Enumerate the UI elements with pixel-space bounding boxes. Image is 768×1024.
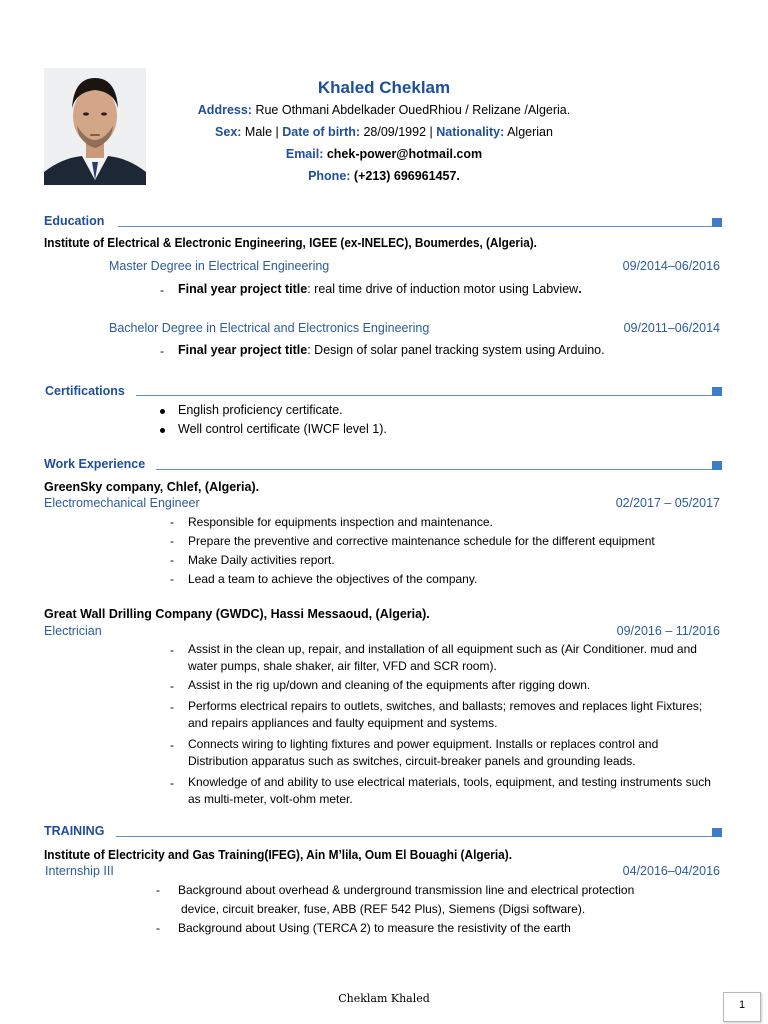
dash-icon: - [170,700,174,714]
job2-item: Connects wiring to lighting fixtures and power equipment. Installs or replaces control and Distribution apparatus such as switches, circuit-breaker panels and grounding leads. [188,737,659,768]
bachelor-project-label: Final year project title [178,343,308,357]
master-project-value: : real time drive of induction motor using Labview [307,282,579,296]
dash-icon: - [170,515,174,529]
job2-role: Electrician [44,624,102,638]
certifications-title: Certifications [45,384,125,398]
certification-item: Well control certificate (IWCF level 1). [178,422,387,436]
job1-role: Electromechanical Engineer [44,496,200,510]
sex-label: Sex: [215,125,242,139]
certifications-divider [136,395,712,396]
dash-icon: - [156,921,160,935]
dash-icon: - [170,643,174,657]
job1-dates: 02/2017 – 05/2017 [615,496,720,510]
work-square-icon [712,461,722,470]
job2-company: Great Wall Drilling Company (GWDC), Hassi Messaoud, (Algeria). [44,607,430,621]
page-number-box [723,992,761,1022]
job2-item: Assist in the clean up, repair, and installation of all equipment such as (Air Conditioner. mud and water pumps, shale shaker, air filter, VFD and SCR room). [188,642,697,673]
education-institute: Institute of Electrical & Electronic Engineering, IGEE (ex-INELEC), Boumerdes, (Algeria). [44,236,537,250]
training-square-icon [712,828,722,837]
profile-photo-image [44,68,146,185]
master-project [178,282,582,296]
job2-item: Assist in the rig up/down and cleaning of the equipments after rigging down. [188,678,591,692]
phone-value: (+213) 696961457. [350,169,460,183]
training-item-line1: Background about overhead & underground transmission line and electrical protection [178,883,635,897]
education-title: Education [44,214,105,228]
training-divider [116,836,712,837]
dash-icon: - [170,776,174,790]
address-label: Address: [197,103,252,117]
bullet-icon [160,423,165,433]
work-divider [156,469,712,470]
profile-photo [44,68,146,185]
job1-item: Make Daily activities report. [188,553,335,567]
certifications-square-icon [712,387,722,396]
dash-icon: - [170,534,174,548]
nationality-label: Nationality: [436,125,505,139]
dash-icon: - [160,344,164,358]
candidate-name: Khaled Cheklam [317,78,451,97]
job2-dates: 09/2016 – 11/2016 [616,624,720,638]
job2-item: Performs electrical repairs to outlets, switches, and ballasts; removes and replaces light Fixtures; and repairs appliances and faulty equipment and systems. [188,699,703,730]
master-project-label: Final year project title [178,282,308,296]
training-institute: Institute of Electricity and Gas Training(IFEG), Ain M’lila, Oum El Bouaghi (Algeria). [44,848,513,862]
address-value: Rue Othmani Abdelkader OuedRhiou / Relizane /Algeria. [251,103,571,117]
bachelor-degree: Bachelor Degree in Electrical and Electronics Engineering [109,321,430,335]
email-label: Email: [285,147,324,161]
bachelor-project-value: : Design of solar panel tracking system using Arduino. [307,343,605,357]
master-project-end: . [578,282,582,296]
dash-icon: - [170,738,174,752]
training-role: Internship III [45,864,114,878]
page-number: 1 [738,999,746,1011]
dash-icon: - [160,283,164,297]
nationality-value: Algerian [504,125,553,139]
bachelor-dates: 09/2011–06/2014 [623,321,720,335]
phone-label: Phone: [308,169,351,183]
master-dates: 09/2014–06/2016 [622,259,720,273]
sex-value: Male | [241,125,283,139]
bachelor-project [178,343,605,357]
address-line [146,103,622,117]
work-title: Work Experience [44,457,146,471]
training-item: Background about Using (TERCA 2) to measure the resistivity of the earth [178,921,571,935]
education-divider [118,226,712,227]
job2-item: Knowledge of and ability to use electrical materials, tools, equipment, and testing instruments such as multi-meter, volt-ohm meter. [188,775,711,806]
training-item-line2: device, circuit breaker, fuse, ABB (REF 542 Plus), Siemens (Digsi software). [181,902,586,916]
dash-icon: - [170,679,174,693]
dob-label: Date of birth: [282,125,360,139]
education-square-icon [712,218,722,227]
bullet-icon [160,404,165,414]
job1-item: Responsible for equipments inspection and maintenance. [188,515,493,529]
phone-line [146,169,622,183]
certification-item: English proficiency certificate. [178,403,343,417]
master-degree: Master Degree in Electrical Engineering [109,259,330,273]
training-title: TRAINING [44,824,105,838]
footer-name: Cheklam Khaled [338,992,430,1005]
job1-item: Lead a team to achieve the objectives of the company. [188,572,478,586]
dash-icon: - [156,883,160,897]
dob-value: 28/09/1992 | [360,125,437,139]
training-dates: 04/2016–04/2016 [622,864,720,878]
dash-icon: - [170,572,174,586]
job1-item: Prepare the preventive and corrective maintenance schedule for the different equipment [188,534,655,548]
email-value[interactable]: chek-power@hotmail.com [323,147,483,161]
job1-company: GreenSky company, Chlef, (Algeria). [44,480,260,494]
email-line [146,147,622,161]
dash-icon: - [170,553,174,567]
personal-info-line [146,125,622,139]
